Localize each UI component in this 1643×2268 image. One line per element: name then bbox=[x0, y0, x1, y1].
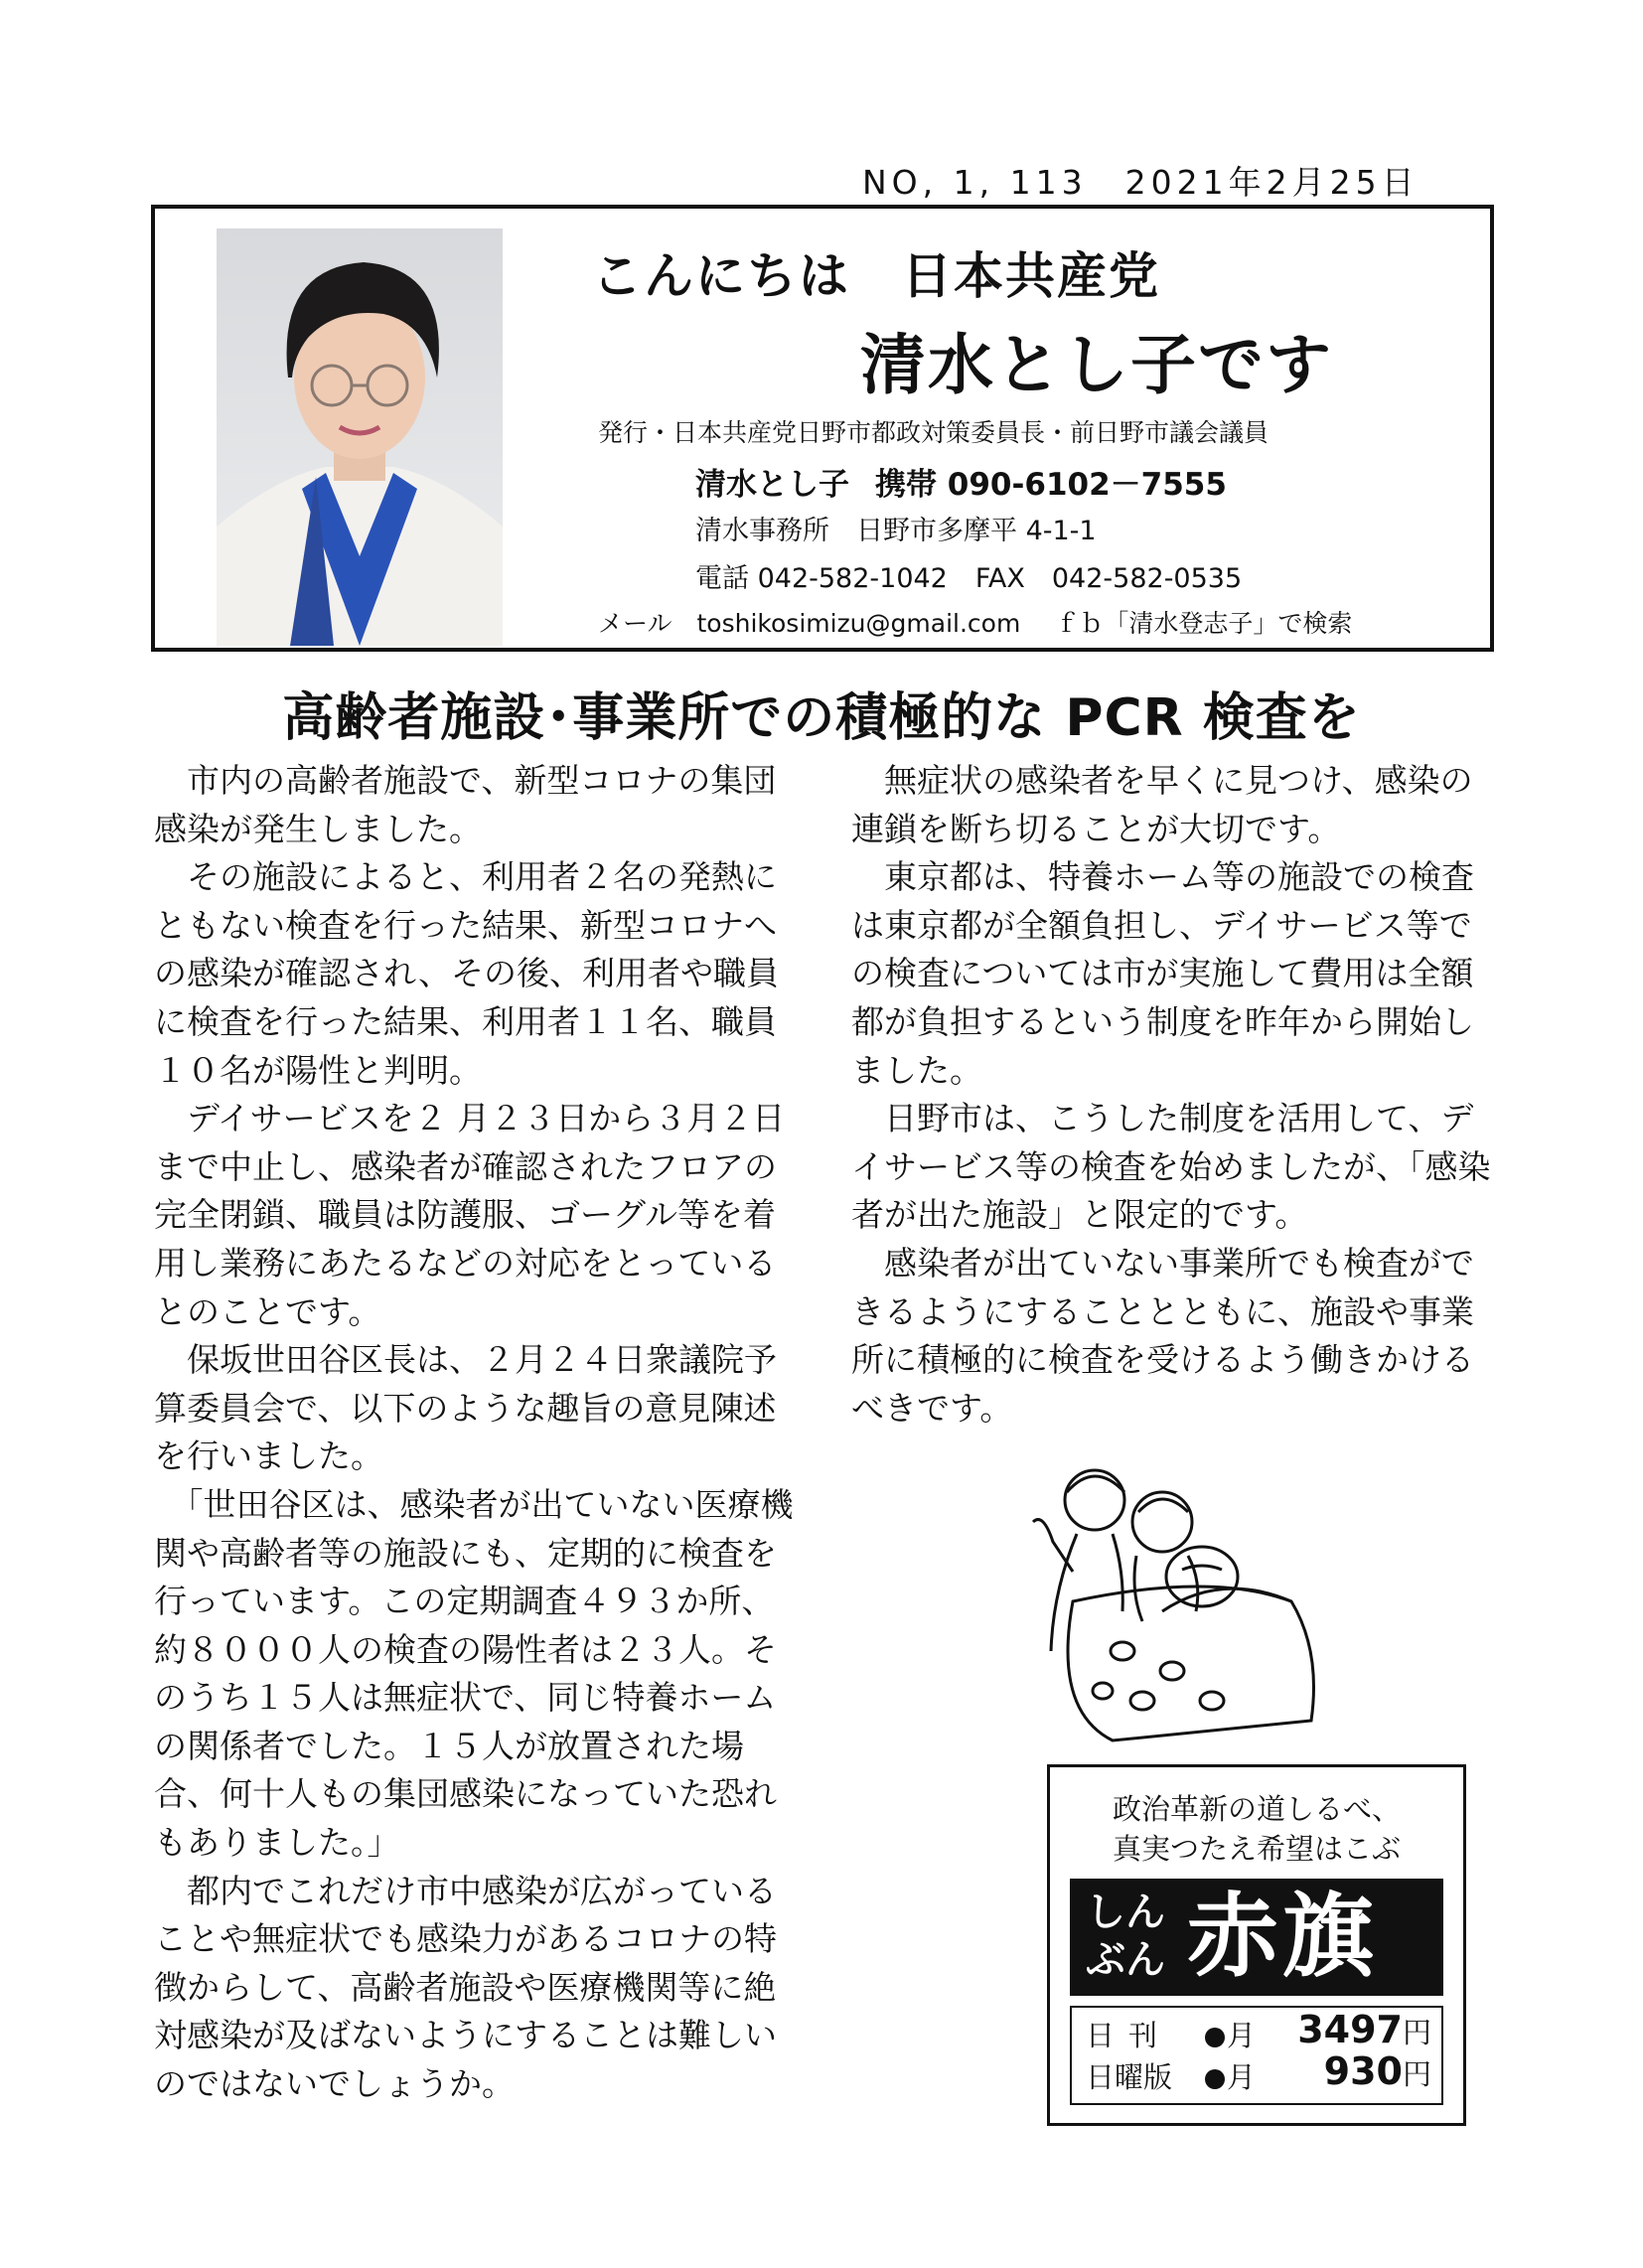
office-address: 清水事務所 日野市多摩平 4-1-1 bbox=[695, 516, 1097, 546]
paragraph: 東京都は、特養ホーム等の施設での検査は東京都が全額負担し、デイサービス等での検査については市が実施して費用は全額都が負担するという制度を昨年から開始しました。 bbox=[851, 857, 1474, 1090]
article-right-column bbox=[851, 757, 1497, 1433]
ad-price-table bbox=[1070, 2006, 1443, 2105]
bullet-icon bbox=[1205, 2069, 1225, 2089]
yen-unit: 円 bbox=[1402, 2016, 1431, 2049]
paragraph: デイサービスを２ 月２３日から３月２日まで中止し、感染者が確認されたフロアの完全閉鎖、職員は防護服、ゴーグル等を着用し業務にあたるなどの対応をとっているとのことです。 bbox=[154, 1099, 786, 1331]
ad-slogan-line-1: 政治革新の道しるべ、 bbox=[1112, 1792, 1401, 1826]
email-line bbox=[598, 604, 1352, 640]
header-box bbox=[151, 205, 1494, 652]
care-illustration bbox=[1013, 1452, 1331, 1750]
article-headline: 高齢者施設･事業所での積極的な PCR 検査を bbox=[282, 688, 1361, 748]
ad-logo-small-1: しん bbox=[1086, 1890, 1165, 1935]
paragraph: 保坂世田谷区長は、２月２４日衆議院予算委員会で、以下のような趣旨の意見陳述を行いました。 bbox=[154, 1340, 777, 1476]
paragraph: 都内でこれだけ市中感染が広がっていることや無症状でも感染力があるコロナの特徴からして、高齢者施設や医療機関等に絶対感染が及ばないようにすることは難しいのではないでしょうか。 bbox=[154, 1871, 777, 2104]
facebook-search: ｆｂ「清水登志子」で検索 bbox=[1054, 609, 1353, 638]
paragraph: 無症状の感染者を早くに見つけ、感染の連鎖を断ち切ることが大切です。 bbox=[851, 761, 1473, 848]
daily-unit: 月 bbox=[1227, 2019, 1257, 2052]
portrait-photo bbox=[217, 228, 503, 646]
sunday-price bbox=[1324, 2049, 1431, 2093]
daily-label: 日刊 bbox=[1086, 2019, 1172, 2052]
publisher-line: 発行・日本共産党日野市都政対策委員長・前日野市議会議員 bbox=[598, 418, 1270, 447]
paragraph: 「世田谷区は、感染者が出ていない医療機関や高齢者等の施設にも、定期的に検査を行っています。この定期調査４９３か所、約８０００人の検査の陽性者は２３人。そのうち１５人は無症状で、同じ特養ホームの関係者でした。１５人が放置された場合、何十人もの集団感染になっていた恐れもありました。」 bbox=[154, 1484, 794, 1863]
akahata-advertisement bbox=[1047, 1764, 1466, 2126]
sunday-price-row bbox=[1086, 2049, 1431, 2099]
ad-logo-big-text: 赤旗 bbox=[1187, 1883, 1379, 1990]
article-left-column bbox=[154, 757, 800, 2109]
sunday-unit: 月 bbox=[1227, 2060, 1257, 2094]
phone-fax-line bbox=[695, 556, 1242, 595]
ad-slogan-line-2: 真実つたえ希望はこぶ bbox=[1112, 1832, 1401, 1866]
ad-logo-small-2: ぶん bbox=[1086, 1937, 1165, 1983]
mobile-line bbox=[695, 459, 1227, 504]
paragraph: 感染者が出ていない事業所でも検査ができるようにすることとともに、施設や事業所に積極的に検査を受けるよう働きかけるべきです。 bbox=[851, 1243, 1474, 1428]
ad-slogan bbox=[1050, 1789, 1463, 1869]
mobile-number[interactable]: 携帯 090-6102－7555 bbox=[875, 467, 1227, 503]
ad-logo-small-text bbox=[1086, 1889, 1165, 1984]
email-address[interactable]: メール toshikosimizu@gmail.com bbox=[598, 609, 1021, 638]
fax-number: FAX 042-582-0535 bbox=[974, 563, 1243, 594]
paragraph: 市内の高齢者施設で、新型コロナの集団感染が発生しました。 bbox=[154, 761, 777, 848]
sunday-price-value: 930 bbox=[1323, 2049, 1403, 2093]
greeting-title: こんにちは 日本共産党 bbox=[592, 247, 1160, 305]
paragraph: 日野市は、こうした制度を活用して、デイサービス等の検査を始めましたが、「感染者が出た施設」と限定的です。 bbox=[851, 1099, 1491, 1235]
paragraph: その施設によると、利用者２名の発熱にともない検査を行った結果、新型コロナへの感染が確認され、その後、利用者や職員に検査を行った結果、利用者１１名、職員１０名が陽性と判明。 bbox=[154, 857, 779, 1090]
yen-unit: 円 bbox=[1402, 2057, 1431, 2091]
sunday-label: 日曜版 bbox=[1086, 2060, 1173, 2094]
portrait-illustration bbox=[217, 228, 503, 646]
mobile-name: 清水とし子 bbox=[695, 467, 849, 503]
daily-price bbox=[1297, 2008, 1431, 2051]
issue-number-date: NO, 1, 113 2021年2月25日 bbox=[862, 163, 1419, 202]
bullet-icon bbox=[1205, 2028, 1225, 2047]
phone-number[interactable]: 電話 042-582-1042 bbox=[695, 563, 948, 594]
akahata-logo-banner bbox=[1070, 1879, 1443, 1996]
name-title: 清水とし子です bbox=[860, 327, 1333, 403]
daily-price-value: 3497 bbox=[1297, 2008, 1403, 2051]
